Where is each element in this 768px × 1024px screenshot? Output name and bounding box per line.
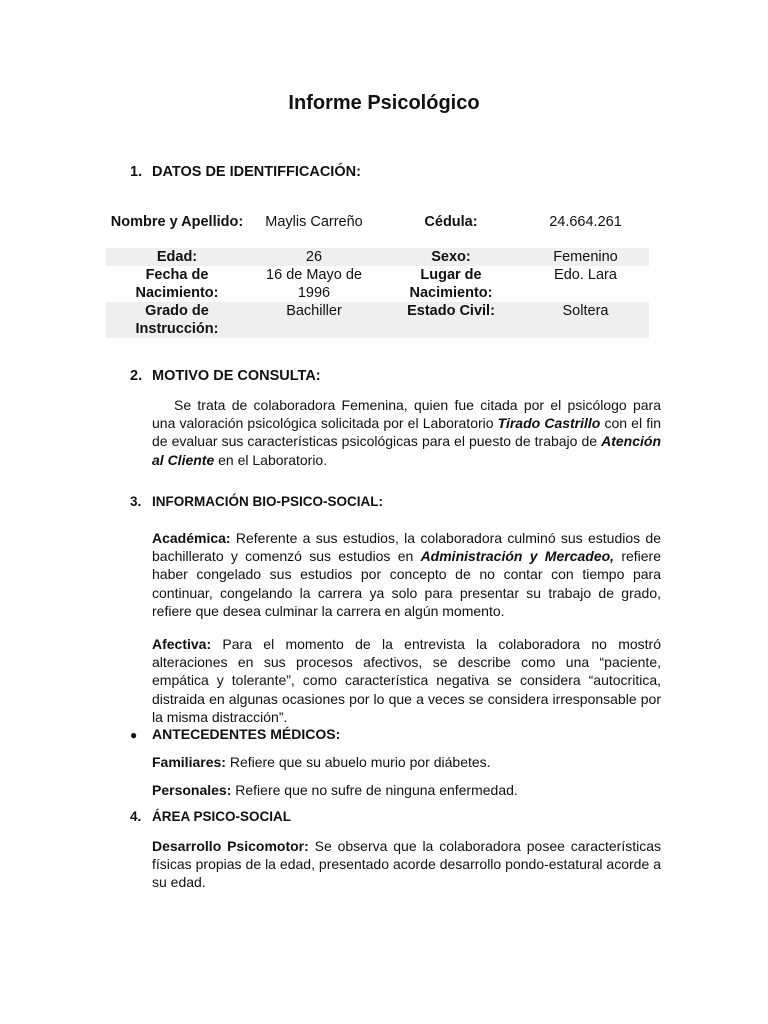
education-label: Grado de Instrucción: <box>106 302 248 338</box>
age-label: Edad: <box>106 248 248 266</box>
section-2-number: 2. <box>130 368 143 384</box>
sex-value: Femenino <box>522 248 649 266</box>
name-value: Maylis Carreño <box>265 214 363 230</box>
section-4-title: ÁREA PSICO-SOCIAL <box>152 809 292 824</box>
consultation-text-2: con el fin de evaluar sus características psicológicas para el puesto de trabajo de <box>152 415 661 450</box>
section-2-heading <box>130 368 321 384</box>
birthdate-label: Fecha de Nacimiento: <box>135 267 219 301</box>
document-title: Informe Psicológico <box>288 92 480 114</box>
family-label: Familiares: <box>152 754 226 770</box>
academic-career: Administración y Mercadeo, <box>420 548 615 565</box>
psychomotor-text: Se observa que la colaboradora posee características físicas propias de la edad, presentado acorde desarrollo pondo-estatural acorde a su edad. <box>152 838 661 891</box>
academic-text-2: refiere haber congelado sus estudios por concepto de no contar con tiempo para continuar, congelando la carrera ya solo para presentar su trabajo de grado, refiere que desea culminar la carrera en algún momento. <box>152 548 662 619</box>
bullet-icon: ● <box>130 728 138 742</box>
marital-status-value: Soltera <box>522 302 649 338</box>
id-label: Cédula: <box>424 214 478 230</box>
identification-table <box>106 212 649 338</box>
consultation-paragraph <box>152 396 661 469</box>
section-1-title: DATOS DE IDENTIFFICACIÓN: <box>152 164 361 180</box>
affective-label: Afectiva: <box>152 636 212 652</box>
academic-text-1: Referente a sus estudios, la colaboradora culminó sus estudios de bachillerato y comenzó sus estudios en <box>152 530 661 565</box>
birthplace-value: Edo. Lara <box>554 267 617 283</box>
family-text: Refiere que su abuelo murio por diábetes. <box>225 754 491 770</box>
table-row <box>106 266 649 302</box>
section-1-heading <box>130 164 361 180</box>
table-row <box>106 212 649 248</box>
section-1-number: 1. <box>130 164 143 180</box>
consultation-text-1: Se trata de colaboradora Femenina, quien fue citada por el psicólogo para una valoración psicológica solicitada por el Laboratorio <box>152 397 661 432</box>
marital-status-label: Estado Civil: <box>380 302 522 338</box>
psychomotor-label: Desarrollo Psicomotor: <box>152 838 309 854</box>
job-position: Atención al Cliente <box>152 433 661 468</box>
section-3-heading <box>130 494 383 509</box>
family-history-line <box>152 753 661 771</box>
academic-paragraph <box>152 529 661 620</box>
table-row <box>106 302 649 338</box>
name-label: Nombre y Apellido: <box>110 214 244 230</box>
personal-history-line <box>152 781 661 799</box>
birthdate-value: 16 de Mayo de 1996 <box>266 267 362 301</box>
table-row <box>106 248 649 266</box>
consultation-text-3: en el Laboratorio. <box>214 451 328 468</box>
personal-label: Personales: <box>152 782 232 798</box>
section-4-heading <box>130 809 291 824</box>
section-3-title: INFORMACIÓN BIO-PSICO-SOCIAL: <box>152 494 383 509</box>
section-2-title: MOTIVO DE CONSULTA: <box>152 368 321 384</box>
education-value: Bachiller <box>248 302 380 338</box>
affective-paragraph <box>152 635 661 726</box>
sex-label: Sexo: <box>380 248 522 266</box>
affective-text: Para el momento de la entrevista la colaboradora no mostró alteraciones en sus procesos afectivos, se describe como una “paciente, empática y tolerante”, como característica negativa se considera “autocritica, distraida en algunas ocasiones por lo que a veces se considera irresponsable por la misma distracción”. <box>152 636 661 725</box>
personal-text: Refiere que no sufre de ninguna enfermedad. <box>231 782 518 798</box>
lab-name: Tirado Castrillo <box>497 415 601 432</box>
section-3-number: 3. <box>130 494 142 509</box>
birthplace-label: Lugar de Nacimiento: <box>409 267 493 301</box>
psychomotor-paragraph <box>152 837 661 892</box>
medical-history-heading <box>130 726 340 742</box>
section-4-number: 4. <box>130 809 142 824</box>
medical-history-title: ANTECEDENTES MÉDICOS: <box>152 726 341 742</box>
id-value: 24.664.261 <box>549 214 622 230</box>
academic-label: Académica: <box>152 530 231 546</box>
age-value: 26 <box>248 248 380 266</box>
